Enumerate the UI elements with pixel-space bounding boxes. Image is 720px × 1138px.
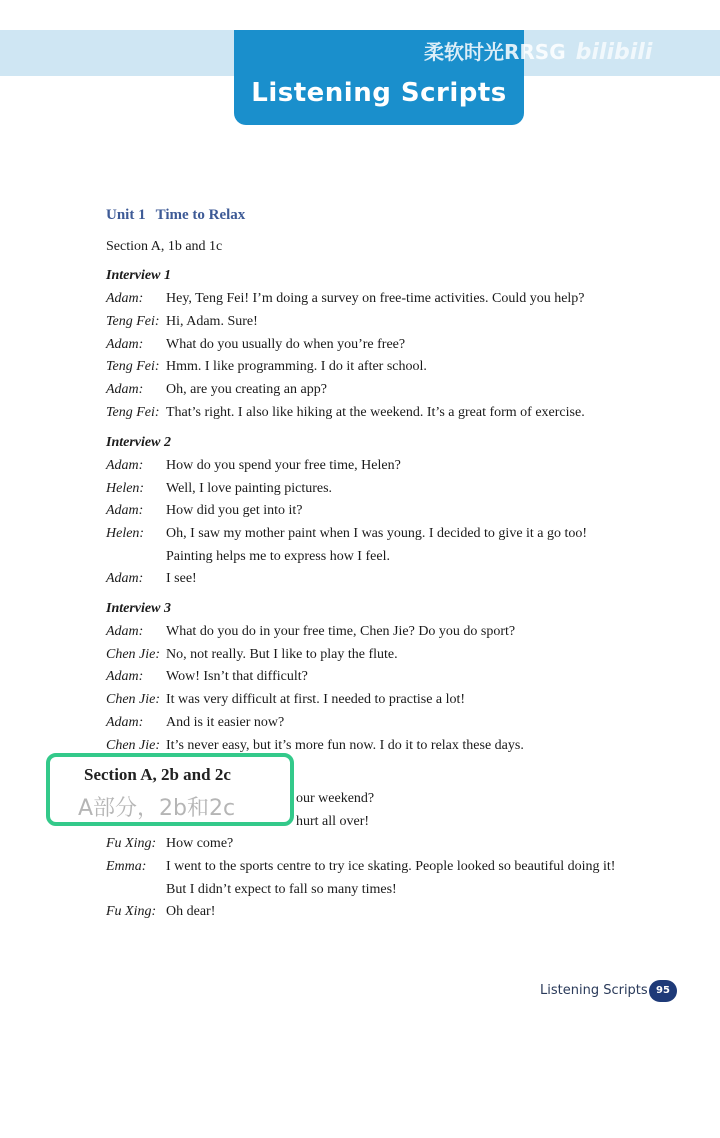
callout-chinese: A部分，2b和2c <box>78 796 236 821</box>
line-text: Oh dear! <box>166 904 216 919</box>
line-text: What do you usually do when you’re free? <box>166 337 406 352</box>
callout-english: Section A, 2b and 2c <box>84 765 231 784</box>
speaker: Fu Xing: <box>106 904 157 919</box>
dialogue-line <box>106 645 398 665</box>
speaker: Adam: <box>106 458 144 473</box>
section-callout <box>46 753 294 826</box>
line-continuation: Painting helps me to express how I feel. <box>166 549 390 564</box>
interview-label: Interview 1 <box>106 268 171 283</box>
line-text: Wow! Isn’t that difficult? <box>166 669 308 684</box>
line-text: And is it easier now? <box>166 715 285 730</box>
speaker: Adam: <box>106 291 144 306</box>
dialogue-line <box>106 834 233 854</box>
unit-name: Time to Relax <box>155 207 246 223</box>
dialogue-line <box>106 667 308 687</box>
line-text: I see! <box>166 571 197 586</box>
line-text: Well, I love painting pictures. <box>166 481 333 496</box>
dialogue-line <box>106 902 215 922</box>
speaker: Adam: <box>106 382 144 397</box>
dialogue-line <box>106 569 197 589</box>
speaker: Adam: <box>106 571 144 586</box>
partial-line-text: hurt all over! <box>296 814 370 829</box>
dialogue-line <box>106 312 258 332</box>
line-text: How did you get into it? <box>166 503 303 518</box>
speaker: Helen: <box>106 526 145 541</box>
line-text: It was very difficult at first. I needed to practise a lot! <box>166 692 466 707</box>
partial-line-text: our weekend? <box>296 791 375 806</box>
line-text: How do you spend your free time, Helen? <box>166 458 401 473</box>
interview-label: Interview 3 <box>106 601 171 616</box>
speaker: Adam: <box>106 624 144 639</box>
line-text: Hi, Adam. Sure! <box>166 314 258 329</box>
dialogue-line <box>106 501 303 521</box>
unit-number: Unit 1 <box>106 207 146 223</box>
dialogue-line <box>106 713 284 733</box>
line-text: Hey, Teng Fei! I’m doing a survey on free-time activities. Could you help? <box>166 291 585 306</box>
dialogue-line <box>106 690 465 710</box>
speaker: Teng Fei: <box>106 405 160 420</box>
dialogue-line <box>106 335 405 355</box>
bilibili-logo-icon: bilibili <box>575 40 653 65</box>
dialogue-line <box>106 456 401 476</box>
dialogue-line <box>106 380 327 400</box>
speaker: Teng Fei: <box>106 314 160 329</box>
line-text: Oh, I saw my mother paint when I was young. I decided to give it a go too! <box>166 526 588 541</box>
interview-label: Interview 2 <box>106 435 171 450</box>
dialogue-line <box>106 357 427 377</box>
speaker: Teng Fei: <box>106 359 160 374</box>
page-title: Listening Scripts <box>251 78 507 108</box>
speaker: Adam: <box>106 503 144 518</box>
line-continuation: But I didn’t expect to fall so many times! <box>166 882 397 897</box>
page-number-badge: 95 <box>649 980 677 1002</box>
speaker: Helen: <box>106 481 145 496</box>
watermark-text: 柔软时光RRSG <box>424 40 566 64</box>
speaker: Chen Jie: <box>106 738 161 753</box>
dialogue-line <box>106 857 615 877</box>
dialogue-line <box>106 622 515 642</box>
dialogue-line <box>106 289 585 309</box>
speaker: Fu Xing: <box>106 836 157 851</box>
speaker: Adam: <box>106 337 144 352</box>
line-text: No, not really. But I like to play the flute. <box>166 647 398 662</box>
dialogue-line <box>106 403 585 423</box>
footer-label: Listening Scripts <box>540 983 648 998</box>
line-text: It’s never easy, but it’s more fun now. I do it to relax these days. <box>166 738 524 753</box>
section-heading: Section A, 1b and 1c <box>106 239 223 254</box>
dialogue-line <box>106 524 587 544</box>
speaker: Chen Jie: <box>106 647 161 662</box>
line-text: How come? <box>166 836 234 851</box>
video-watermark <box>424 36 652 65</box>
speaker: Adam: <box>106 669 144 684</box>
line-text: That’s right. I also like hiking at the weekend. It’s a great form of exercise. <box>166 405 585 420</box>
line-text: Oh, are you creating an app? <box>166 382 327 397</box>
unit-heading <box>106 207 245 224</box>
speaker: Chen Jie: <box>106 692 161 707</box>
line-text: Hmm. I like programming. I do it after school. <box>166 359 427 374</box>
dialogue-line <box>106 479 332 499</box>
line-text: What do you do in your free time, Chen Jie? Do you do sport? <box>166 624 516 639</box>
speaker: Emma: <box>106 859 147 874</box>
speaker: Adam: <box>106 715 144 730</box>
line-text: I went to the sports centre to try ice skating. People looked so beautiful doing it! <box>166 859 616 874</box>
